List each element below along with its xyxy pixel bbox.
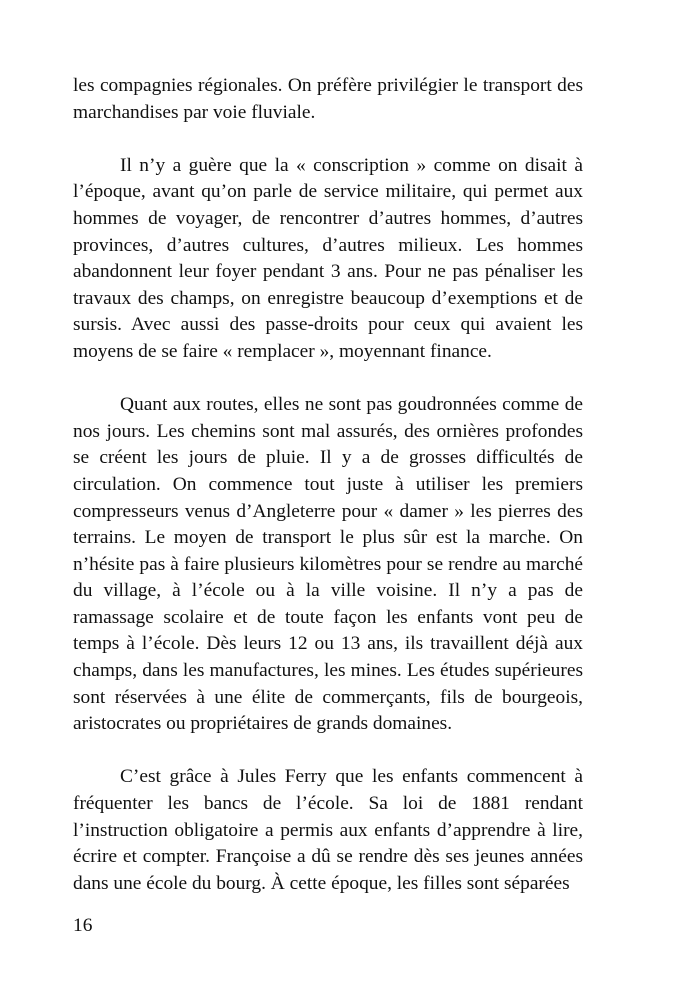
paragraph-routes: Quant aux routes, elles ne sont pas goudronnées comme de nos jours. Les chemins sont mal assurés, des ornières profondes se créent les jours de pluie. Il y a de grosses difficultés de circulation. On commence tout juste à utiliser les premiers compresseurs venus d’Angleterre pour « damer » les pierres des terrains. Le moyen de transport le plus sûr est la marche. On n’hésite pas à faire plusieurs kilomètres pour se rendre au marché du village, à l’école ou à la ville voisine. Il n’y a pas de ramassage scolaire et de toute façon les enfants vont peu de temps à l’école. Dès leurs 12 ou 13 ans, ils travaillent déjà aux champs, dans les manufactures, les mines. Les études supérieures sont réservées à une élite de commerçants, fils de bourgeois, aristocrates ou propriétaires de grands domaines. <box>73 394 583 735</box>
paragraph-continuation: les compagnies régionales. On préfère privilégier le transport des marchandises par voie fluviale. <box>73 75 583 123</box>
paragraph-conscription: Il n’y a guère que la « conscription » comme on disait à l’époque, avant qu’on parle de service militaire, qui permet aux hommes de voyager, de rencontrer d’autres hommes, d’autres provinces, d’autres cultures, d’autres milieux. Les hommes abandonnent leur foyer pendant 3 ans. Pour ne pas pénaliser les travaux des champs, on enregistre beaucoup d’exemptions et de sursis. Avec aussi des passe-droits pour ceux qui avaient les moyens de se faire « remplacer », moyennant finance. <box>73 154 583 362</box>
paragraph-jules-ferry: C’est grâce à Jules Ferry que les enfants commencent à fréquenter les bancs de l’école. Sa loi de 1881 rendant l’instruction obligatoire a permis aux enfants d’apprendre à lire, écrire et compter. Françoise a dû se rendre dès ses jeunes années dans une école du bourg. À cette époque, les filles sont séparées <box>73 766 583 894</box>
page-number: 16 <box>73 915 93 936</box>
body-text <box>73 73 583 897</box>
